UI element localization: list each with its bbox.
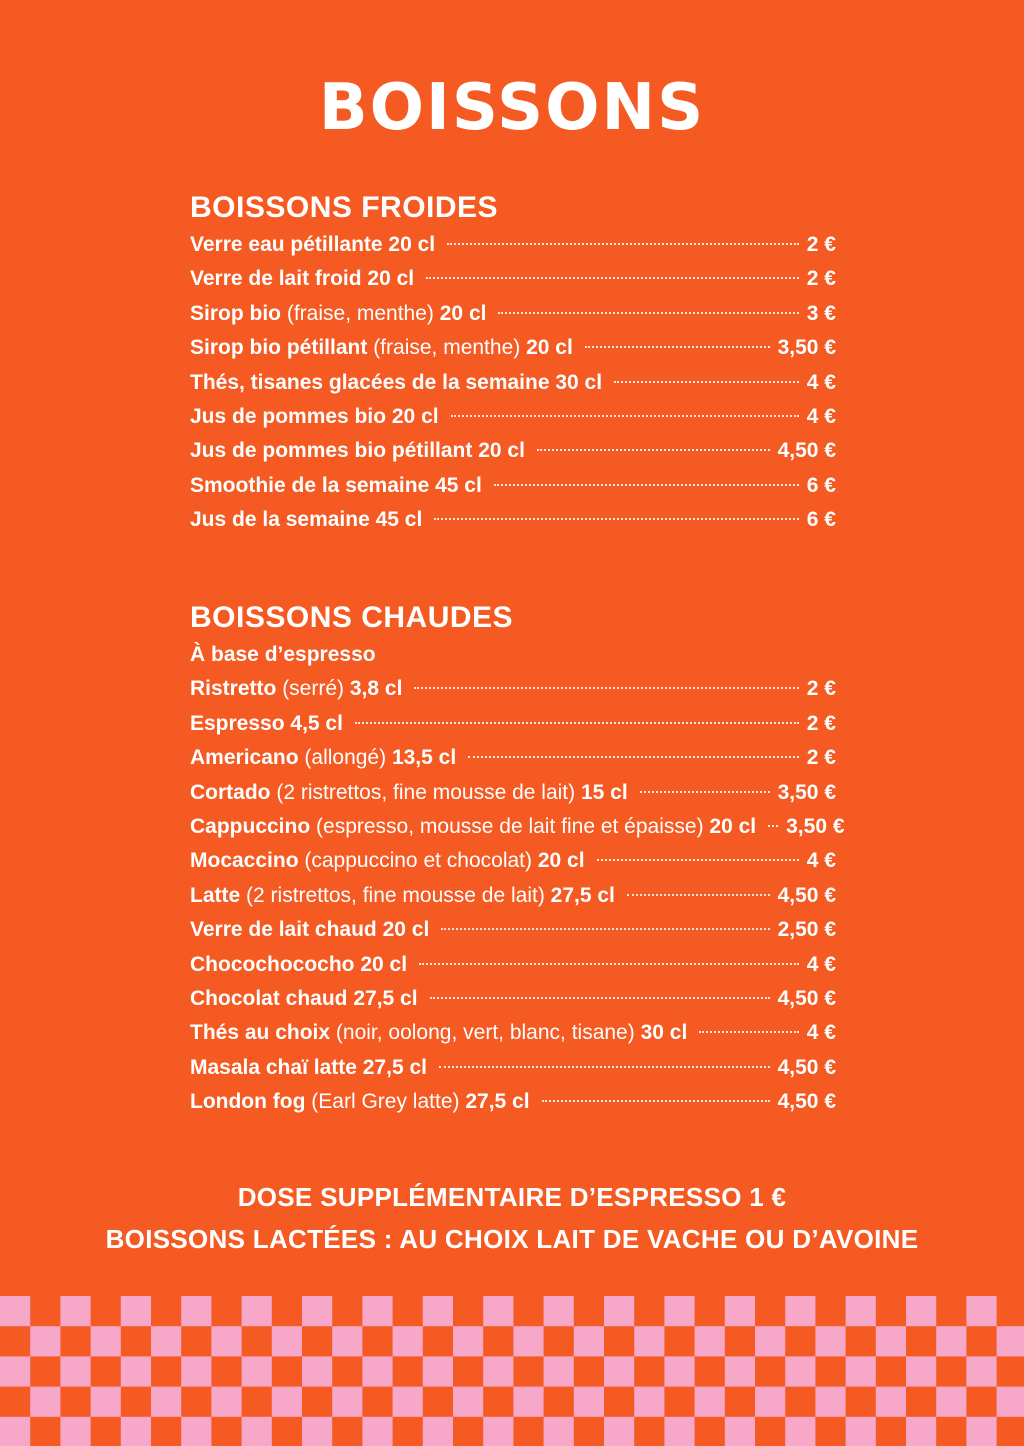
menu-item (190, 844, 836, 878)
menu-item-name: London fog (190, 1090, 306, 1114)
menu-item-price: 4 € (806, 849, 836, 873)
menu-item (190, 741, 836, 775)
dotted-leader (430, 997, 770, 999)
checker-square (544, 1417, 574, 1446)
menu-item-name: Sirop bio pétillant (190, 336, 368, 360)
menu-item-price: 6 € (806, 508, 836, 532)
dotted-leader (426, 277, 799, 279)
checker-square (423, 1417, 453, 1446)
cold-drinks-section (190, 188, 836, 538)
checker-square (0, 1296, 30, 1326)
menu-item-price: 4,50 € (777, 986, 836, 1010)
menu-item-price: 4 € (806, 952, 836, 976)
menu-item-name: Jus de la semaine 45 cl (190, 508, 423, 532)
checker-square (30, 1387, 60, 1417)
page-title: BOISSONS (318, 71, 706, 145)
checker-square (211, 1387, 241, 1417)
checker-square (664, 1417, 694, 1446)
checker-square (846, 1296, 876, 1326)
menu-item (190, 503, 836, 537)
checker-square (906, 1356, 936, 1386)
checker-square (181, 1417, 211, 1446)
checker-square (181, 1356, 211, 1386)
menu-item-name: Chocolat chaud 27,5 cl (190, 986, 418, 1010)
menu-item-label (190, 503, 422, 537)
checker-square (242, 1356, 272, 1386)
hot-drinks-heading: BOISSONS CHAUDES (190, 601, 514, 634)
checker-square (362, 1417, 392, 1446)
checker-square (785, 1417, 815, 1446)
checker-square (393, 1326, 423, 1356)
menu-item-name: Ristretto (190, 677, 277, 701)
checker-square (211, 1326, 241, 1356)
checker-square (30, 1326, 60, 1356)
menu-item-label (190, 434, 525, 468)
menu-item (190, 1085, 836, 1119)
menu-item-label (190, 366, 602, 400)
checker-square (453, 1387, 483, 1417)
checker-square (0, 1417, 30, 1446)
menu-item-name: Masala chaï latte 27,5 cl (190, 1055, 427, 1079)
menu-item-name: Espresso (190, 711, 285, 735)
dotted-leader (447, 243, 799, 245)
menu-item (190, 1051, 836, 1085)
menu-item-size: 4,5 cl (290, 711, 343, 735)
menu-item-price: 4,50 € (777, 439, 836, 463)
checker-square (483, 1296, 513, 1326)
dotted-leader (419, 963, 799, 965)
checker-square (242, 1296, 272, 1326)
menu-item-detail: (fraise, menthe) (373, 336, 521, 360)
dotted-leader (468, 756, 799, 758)
menu-item (190, 672, 836, 706)
checker-square (302, 1417, 332, 1446)
checker-square (332, 1387, 362, 1417)
menu-item-price: 4 € (806, 370, 836, 394)
checker-square (513, 1387, 543, 1417)
checker-square (966, 1296, 996, 1326)
checker-square (272, 1326, 302, 1356)
checker-square (755, 1326, 785, 1356)
checker-square (60, 1417, 90, 1446)
menu-item-size: 20 cl (709, 814, 757, 838)
footer-notes (0, 1176, 1024, 1260)
menu-item-label (190, 1051, 427, 1085)
menu-item-label (190, 810, 756, 844)
footer-milk-choice-note: BOISSONS LACTÉES : AU CHOIX LAIT DE VACHE OU D’AVOINE (105, 1224, 919, 1254)
checker-square (242, 1417, 272, 1446)
menu-item-label (190, 1016, 687, 1050)
menu-item-label (190, 948, 407, 982)
menu-item-label (190, 262, 414, 296)
hot-drinks-list (190, 672, 845, 1119)
menu-item-size: 20 cl (439, 301, 487, 325)
checker-square (544, 1296, 574, 1326)
menu-item-price: 6 € (806, 473, 836, 497)
dotted-leader (699, 1031, 799, 1033)
menu-item-label (190, 331, 573, 365)
menu-item-price: 2 € (806, 267, 836, 291)
menu-item-name: Jus de pommes bio 20 cl (190, 404, 439, 428)
checker-square (876, 1326, 906, 1356)
checker-square (362, 1356, 392, 1386)
checker-square (60, 1356, 90, 1386)
menu-item-name: Verre eau pétillante 20 cl (190, 233, 436, 256)
menu-item (190, 469, 836, 503)
menu-item-label (190, 776, 628, 810)
cold-drinks-heading: BOISSONS FROIDES (190, 191, 499, 224)
checker-square (423, 1296, 453, 1326)
menu-item (190, 228, 836, 262)
menu-item-label (190, 913, 429, 947)
menu-item (190, 879, 836, 913)
menu-item-name: Americano (190, 746, 299, 770)
menu-item-label (190, 982, 418, 1016)
checker-square (91, 1387, 121, 1417)
checker-square (906, 1417, 936, 1446)
dotted-leader (414, 687, 798, 689)
menu-item-label (190, 297, 486, 331)
checker-square (544, 1356, 574, 1386)
checker-square (846, 1356, 876, 1386)
dotted-leader (439, 1066, 770, 1068)
menu-item-detail: (2 ristrettos, fine mousse de lait) (276, 780, 576, 804)
checker-square (302, 1296, 332, 1326)
checker-square (846, 1417, 876, 1446)
checker-square (272, 1387, 302, 1417)
menu-item-price: 2 € (806, 677, 836, 701)
checker-square (815, 1326, 845, 1356)
checker-square (634, 1326, 664, 1356)
dotted-leader (451, 415, 799, 417)
menu-item-price: 2 € (806, 233, 836, 256)
dotted-leader (614, 381, 799, 383)
checker-square (936, 1326, 966, 1356)
checker-square (664, 1296, 694, 1326)
dotted-leader (434, 518, 798, 520)
checker-square (362, 1296, 392, 1326)
checker-square (604, 1417, 634, 1446)
hot-drinks-section (190, 598, 845, 1119)
menu-item (190, 366, 836, 400)
menu-item-name: Thés, tisanes glacées de la semaine 30 cl (190, 370, 603, 394)
dotted-leader (355, 722, 799, 724)
checker-square (181, 1296, 211, 1326)
checker-square (815, 1387, 845, 1417)
menu-item-price: 4,50 € (777, 883, 836, 907)
dotted-leader (494, 484, 799, 486)
menu-item (190, 913, 836, 947)
menu-item-detail: (noir, oolong, vert, blanc, tisane) (335, 1021, 635, 1045)
menu-item (190, 297, 836, 331)
checkerboard-pattern (0, 1296, 1024, 1446)
menu-item (190, 707, 836, 741)
checker-square (604, 1296, 634, 1326)
checker-square (634, 1387, 664, 1417)
menu-item-name: Sirop bio (190, 301, 281, 325)
checker-square (997, 1326, 1024, 1356)
dotted-leader (537, 449, 770, 451)
checker-square (785, 1296, 815, 1326)
menu-item-price: 4,50 € (777, 1055, 836, 1079)
menu-item-price: 3,50 € (777, 780, 836, 804)
menu-item (190, 948, 836, 982)
checker-square (0, 1356, 30, 1386)
checker-square (121, 1356, 151, 1386)
checker-square (695, 1326, 725, 1356)
checker-square (876, 1387, 906, 1417)
menu-item-price: 4 € (806, 1021, 836, 1045)
checker-square (936, 1387, 966, 1417)
dotted-leader (597, 859, 799, 861)
menu-item-name: Verre de lait froid 20 cl (190, 267, 415, 291)
checker-square (785, 1356, 815, 1386)
checker-square (151, 1387, 181, 1417)
checker-square (423, 1356, 453, 1386)
menu-item-label (190, 1085, 530, 1119)
checker-square (906, 1296, 936, 1326)
checker-square (755, 1387, 785, 1417)
menu-item-price: 3,50 € (777, 336, 836, 360)
menu-item-size: 13,5 cl (391, 746, 457, 770)
menu-item-name: Mocaccino (190, 849, 299, 873)
menu-item-detail: (cappuccino et chocolat) (304, 849, 533, 873)
footer-extra-shot-note: DOSE SUPPLÉMENTAIRE D’ESPRESSO 1 € (237, 1182, 787, 1212)
menu-item-name: Cortado (190, 780, 271, 804)
menu-item-label (190, 469, 482, 503)
menu-item-name: Chocochococho 20 cl (190, 952, 408, 976)
menu-item-label (190, 707, 343, 741)
checker-square (121, 1296, 151, 1326)
dotted-leader (768, 825, 778, 827)
menu-item-size: 3,8 cl (349, 677, 403, 701)
checker-square (60, 1296, 90, 1326)
menu-item-price: 2,50 € (777, 918, 836, 942)
dotted-leader (640, 791, 770, 793)
checker-square (664, 1356, 694, 1386)
menu-item (190, 331, 836, 365)
dotted-leader (498, 312, 798, 314)
menu-item-price: 3 € (806, 301, 836, 325)
menu-item-size: 15 cl (580, 780, 628, 804)
menu-item-label (190, 844, 585, 878)
checker-square (151, 1326, 181, 1356)
menu-item (190, 262, 836, 296)
checker-square (997, 1387, 1024, 1417)
menu-item (190, 434, 836, 468)
menu-item-detail: (serré) (282, 677, 345, 701)
menu-item (190, 400, 836, 434)
dotted-leader (542, 1100, 770, 1102)
menu-item-label (190, 672, 402, 706)
cold-drinks-list (190, 228, 836, 538)
checker-square (483, 1356, 513, 1386)
menu-item (190, 810, 845, 844)
checker-square (574, 1326, 604, 1356)
checker-square (604, 1356, 634, 1386)
checker-square (483, 1417, 513, 1446)
menu-item-size: 27,5 cl (465, 1090, 530, 1114)
menu-item-price: 2 € (806, 711, 836, 735)
checker-square (966, 1417, 996, 1446)
menu-item-size: 20 cl (526, 336, 573, 360)
checker-square (725, 1417, 755, 1446)
menu-item-name: Smoothie de la semaine 45 cl (190, 473, 482, 497)
menu-item-size: 27,5 cl (550, 883, 615, 907)
menu-item-price: 4 € (806, 404, 836, 428)
checker-square (725, 1356, 755, 1386)
menu-item-price: 2 € (806, 746, 836, 770)
menu-item (190, 1016, 836, 1050)
checker-square (91, 1326, 121, 1356)
menu-item-name: Jus de pommes bio pétillant 20 cl (190, 439, 525, 463)
menu-item-detail: (Earl Grey latte) (311, 1090, 460, 1114)
menu-item (190, 982, 836, 1016)
checker-square (513, 1326, 543, 1356)
menu-item-detail: (allongé) (304, 746, 387, 770)
checker-square (966, 1356, 996, 1386)
menu-item-size: 30 cl (640, 1021, 688, 1045)
dotted-leader (441, 928, 769, 930)
dotted-leader (585, 346, 770, 348)
checker-square (725, 1296, 755, 1326)
espresso-subheading: À base d’espresso (190, 643, 376, 666)
checker-square (453, 1326, 483, 1356)
menu-item-size: 20 cl (537, 849, 585, 873)
menu-item-label (190, 879, 615, 913)
menu-item-price: 3,50 € (786, 814, 845, 838)
menu-item-label (190, 228, 435, 262)
menu-item-detail: (espresso, mousse de lait fine et épaisse) (316, 814, 704, 838)
menu-item-detail: (fraise, menthe) (286, 301, 434, 325)
menu-item-detail: (2 ristrettos, fine mousse de lait) (246, 883, 545, 907)
checker-square (393, 1387, 423, 1417)
menu-item-price: 4,50 € (777, 1090, 836, 1114)
menu-item-name: Latte (190, 883, 241, 907)
checker-square (302, 1356, 332, 1386)
menu-item (190, 776, 836, 810)
menu-item-label (190, 741, 456, 775)
checker-square (121, 1417, 151, 1446)
checker-square (695, 1387, 725, 1417)
menu-item-label (190, 400, 439, 434)
menu-item-name: Cappuccino (190, 814, 311, 838)
menu-item-name: Thés au choix (190, 1021, 331, 1045)
dotted-leader (627, 894, 770, 896)
menu-item-name: Verre de lait chaud 20 cl (190, 918, 430, 942)
checker-square (332, 1326, 362, 1356)
checker-square (574, 1387, 604, 1417)
